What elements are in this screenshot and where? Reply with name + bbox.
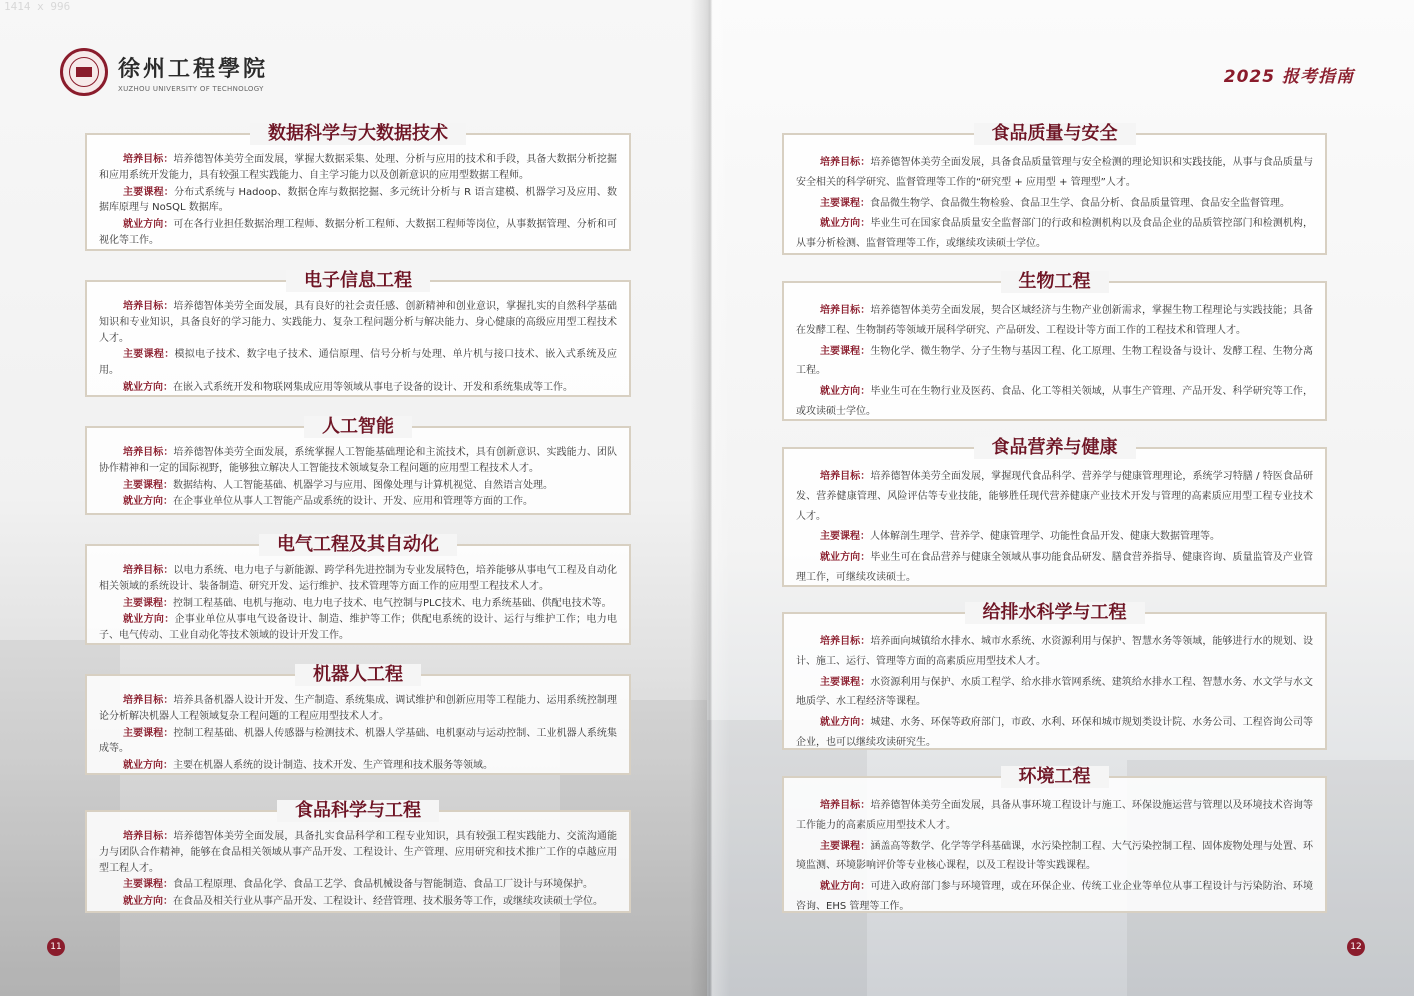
main-courses: 主要课程：人体解剖生理学、营养学、健康管理学、功能性食品开发、健康大数据管理等。 bbox=[820, 531, 1220, 543]
main-courses: 主要课程：水资源利用与保护、水质工程学、给水排水管网系统、建筑给水排水工程、智慧水务、水文学与水文地质学、水工程经济等课程。 bbox=[796, 676, 1313, 708]
training-goal: 培养目标：培养德智体美劳全面发展，具备从事环境工程设计与施工、环保设施运营与管理以及环境技术咨询等工作能力的高素质应用型技术人才。 bbox=[796, 800, 1313, 831]
book-spine-shadow bbox=[690, 0, 730, 996]
main-courses: 主要课程：模拟电子技术、数字电子技术、通信原理、信号分析与处理、单片机与接口技术、嵌入式系统及应用。 bbox=[99, 349, 618, 377]
main-courses: 主要课程：食品微生物学、食品微生物检验、食品卫生学、食品分析、食品质量管理、食品安全监督管理。 bbox=[820, 197, 1290, 209]
employment: 就业方向：在企事业单位从事人工智能产品或系统的设计、开发、应用和管理等方面的工作。 bbox=[123, 496, 533, 508]
major-card bbox=[85, 270, 631, 397]
training-goal: 培养目标：培养德智体美劳全面发展，契合区域经济与生物产业创新需求，掌握生物工程理论与实践技能；具备在发酵工程、生物制药等领域开展科学研究、产品研发、工程设计等方面工作的工程技术和管理人才。 bbox=[796, 305, 1313, 336]
major-title: 食品质量与安全 bbox=[974, 123, 1136, 145]
training-goal: 培养目标：培养德智体美劳全面发展，掌握现代食品科学、营养学与健康管理理论，系统学习特膳 / 特医食品研发、营养健康管理、风险评估等专业技能，能够胜任现代营养健康产业技术开发与管理的高素质应用型工程专业技术人才。 bbox=[796, 471, 1314, 522]
major-title: 电气工程及其自动化 bbox=[259, 534, 457, 556]
major-title: 食品科学与工程 bbox=[277, 800, 439, 822]
employment: 就业方向：在食品及相关行业从事产品开发、工程设计、经营管理、技术服务等工作，或继续攻读硕士学位。 bbox=[123, 896, 603, 908]
major-title: 生物工程 bbox=[1001, 271, 1109, 293]
university-name-cn: 徐州工程學院 bbox=[118, 55, 269, 82]
main-courses: 主要课程：食品工程原理、食品化学、食品工艺学、食品机械设备与智能制造、食品工厂设计与环境保护。 bbox=[123, 879, 593, 891]
major-title: 机器人工程 bbox=[295, 664, 421, 686]
employment: 就业方向：可进入政府部门参与环境管理，或在环保企业、传统工业企业等单位从事工程设计与污染防治、环境咨询、EHS 管理等工作。 bbox=[796, 881, 1313, 912]
major-card bbox=[782, 766, 1327, 913]
major-title: 数据科学与大数据技术 bbox=[250, 123, 466, 145]
university-logo bbox=[60, 48, 268, 96]
major-card bbox=[782, 602, 1327, 750]
training-goal: 培养目标：培养具备机器人设计开发、生产制造、系统集成、调试维护和创新应用等工程能力、运用系统控制理论分析解决机器人工程领域复杂工程问题的工程应用型技术人才。 bbox=[99, 695, 618, 722]
major-card bbox=[782, 437, 1327, 587]
training-goal: 培养目标：培养德智体美劳全面发展，具有良好的社会责任感、创新精神和创业意识，掌握扎实的自然科学基础知识和专业知识，具备良好的学习能力、实践能力、复杂工程问题分析与解决能力、身心健康的高级应用型工程技术人才。 bbox=[99, 301, 618, 344]
training-goal: 培养目标：培养德智体美劳全面发展，具备食品质量管理与安全检测的理论知识和实践技能，从事与食品质量与安全相关的科学研究、监督管理等工作的“研究型 + 应用型 + 管理型”人才。 bbox=[796, 157, 1313, 188]
major-card bbox=[85, 416, 631, 515]
university-name-en: XUZHOU UNIVERSITY OF TECHNOLOGY bbox=[118, 84, 264, 93]
major-card bbox=[85, 123, 631, 251]
main-courses: 主要课程：分布式系统与 Hadoop、数据仓库与数据挖掘、多元统计分析与 R 语言建模、机器学习及应用、数据库原理与 NoSQL 数据库。 bbox=[99, 186, 617, 214]
major-card bbox=[782, 271, 1327, 421]
major-card bbox=[85, 534, 631, 645]
university-seal-icon bbox=[60, 48, 108, 96]
main-courses: 主要课程：数据结构、人工智能基础、机器学习与应用、图像处理与计算机视觉、自然语言处理。 bbox=[123, 479, 553, 491]
employment: 就业方向：城建、水务、环保等政府部门，市政、水利、环保和城市规划类设计院、水务公司、工程咨询公司等企业，也可以继续攻读研究生。 bbox=[796, 717, 1313, 748]
employment: 就业方向：可在各行业担任数据治理工程师、数据分析工程师、大数据工程师等岗位，从事数据管理、分析和可视化等工作。 bbox=[99, 219, 618, 246]
major-title: 电子信息工程 bbox=[286, 270, 430, 292]
main-courses: 主要课程：控制工程基础、电机与拖动、电力电子技术、电气控制与PLC技术、电力系统基础、供配电技术等。 bbox=[123, 597, 612, 609]
employment: 就业方向：毕业生可在食品营养与健康全领域从事功能食品研发、膳食营养指导、健康咨询、质量监管及产业管理工作，可继续攻读硕士。 bbox=[796, 552, 1313, 583]
major-card bbox=[782, 123, 1327, 255]
major-title: 给排水科学与工程 bbox=[965, 602, 1145, 624]
training-goal: 培养目标：培养德智体美劳全面发展，具备扎实食品科学和工程专业知识，具有较强工程实践能力、交流沟通能力与团队合作精神，能够在食品相关领域从事产品开发、工程设计、生产管理、应用研究和技术推广工作的卓越应用型工程人才。 bbox=[99, 831, 618, 874]
page-number: 12 bbox=[1347, 938, 1365, 956]
training-goal: 培养目标：培养德智体美劳全面发展，掌握大数据采集、处理、分析与应用的技术和手段，具备大数据分析挖掘和应用系统开发能力，具有较强工程实践能力、自主学习能力以及创新意识的应用型数据工程师。 bbox=[99, 154, 618, 181]
employment: 就业方向：毕业生可在国家食品质量安全监督部门的行政和检测机构以及食品企业的品质管控部门和检测机构，从事分析检测、监督管理等工作，或继续攻读硕士学位。 bbox=[796, 218, 1313, 250]
employment: 就业方向：在嵌入式系统开发和物联网集成应用等领域从事电子设备的设计、开发和系统集成等工作。 bbox=[123, 381, 573, 393]
employment: 就业方向：企事业单位从事电气设备设计、制造、维护等工作；供配电系统的设计、运行与维护工作；电力电子、电气传动、工业自动化等技术领域的设计开发工作。 bbox=[99, 614, 618, 642]
right-page bbox=[707, 0, 1414, 996]
screen-dimensions-label: 1414 x 996 bbox=[4, 0, 71, 13]
training-goal: 培养目标：培养面向城镇给水排水、城市水系统、水资源利用与保护、智慧水务等领域，能够进行水的规划、设计、施工、运行、管理等方面的高素质应用型技术人才。 bbox=[796, 636, 1313, 667]
guide-header: 2025 报考指南 bbox=[1223, 67, 1354, 87]
major-title: 环境工程 bbox=[1001, 766, 1109, 788]
employment: 就业方向：主要在机器人系统的设计制造、技术开发、生产管理和技术服务等领域。 bbox=[123, 760, 493, 772]
major-title: 人工智能 bbox=[304, 416, 412, 438]
main-courses: 主要课程：涵盖高等数学、化学等学科基础课，水污染控制工程、大气污染控制工程、固体废物处理与处置、环境监测、环境影响评价等专业核心课程，以及工程设计等实践课程。 bbox=[796, 840, 1313, 872]
major-card bbox=[85, 800, 631, 913]
main-courses: 主要课程：生物化学、微生物学、分子生物与基因工程、化工原理、生物工程设备与设计、发酵工程、生物分离工程。 bbox=[796, 345, 1313, 377]
page-number: 11 bbox=[47, 938, 65, 956]
training-goal: 培养目标：以电力系统、电力电子与新能源、跨学科先进控制为专业发展特色，培养能够从事电气工程及自动化相关领域的系统设计、装备制造、研究开发、运行维护、技术管理等方面工作的应用型工程技术人才。 bbox=[99, 565, 618, 592]
training-goal: 培养目标：培养德智体美劳全面发展，系统掌握人工智能基础理论和主流技术，具有创新意识、实践能力、团队协作精神和一定的国际视野，能够独立解决人工智能技术领域复杂工程问题的应用型工程技术人才。 bbox=[99, 447, 618, 474]
major-card bbox=[85, 664, 631, 775]
major-title: 食品营养与健康 bbox=[974, 437, 1136, 459]
main-courses: 主要课程：控制工程基础、机器人传感器与检测技术、机器人学基础、电机驱动与运动控制、工业机器人系统集成等。 bbox=[99, 727, 618, 755]
employment: 就业方向：毕业生可在生物行业及医药、食品、化工等相关领域，从事生产管理、产品开发、科学研究等工作，或攻读硕士学位。 bbox=[796, 386, 1313, 417]
